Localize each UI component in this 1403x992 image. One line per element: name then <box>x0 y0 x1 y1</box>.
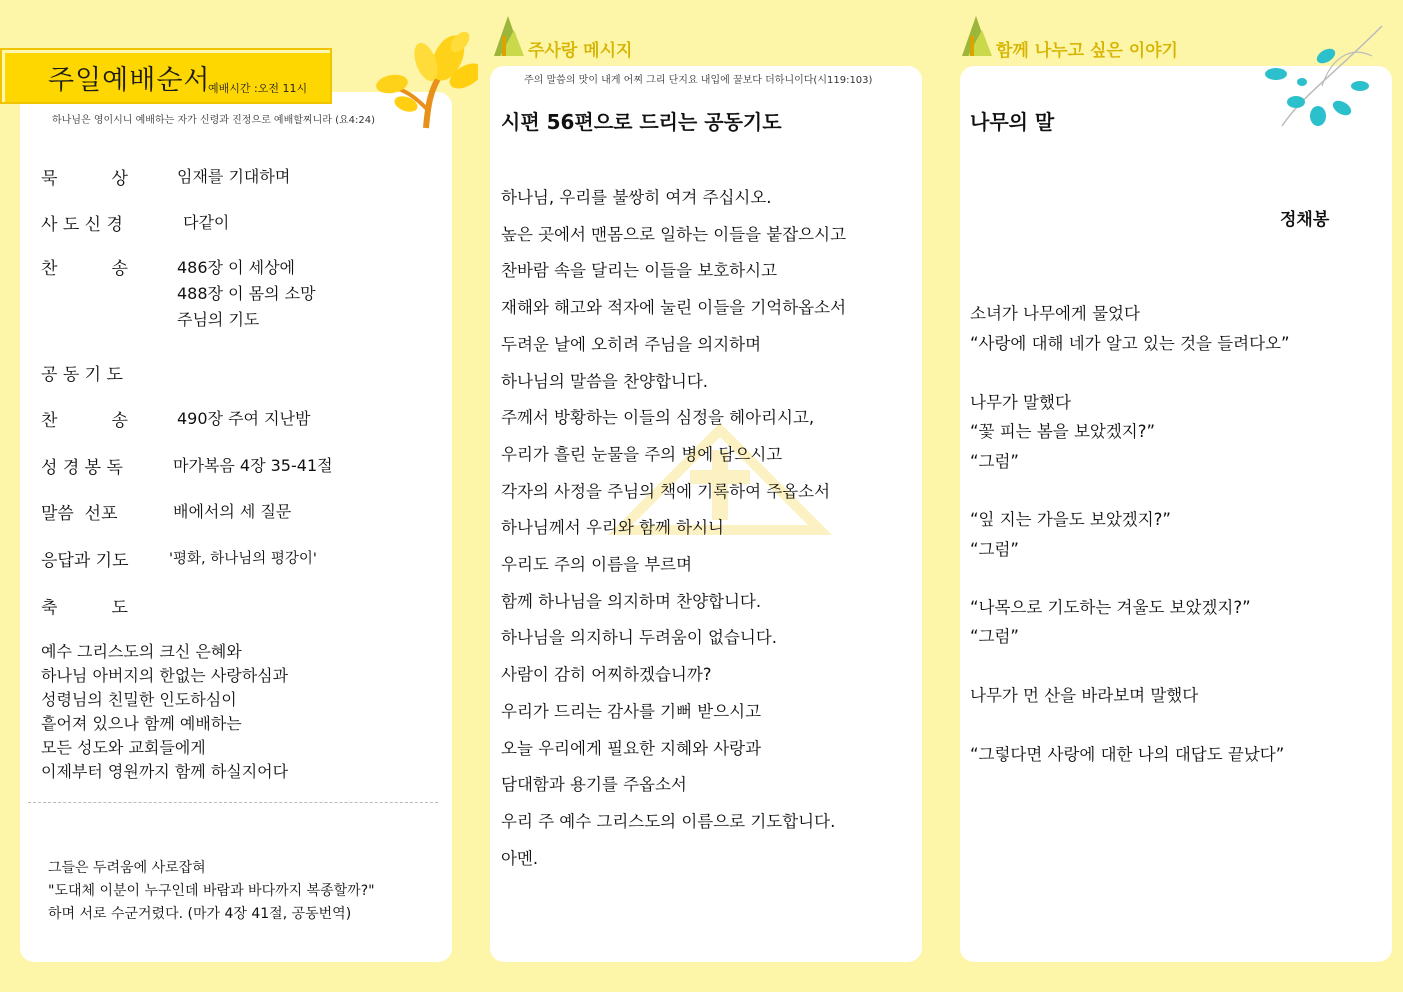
benediction-line: 하나님 아버지의 한없는 사랑하심과 <box>41 666 289 685</box>
divider <box>28 802 438 803</box>
page-title: 주일예배순서 <box>48 65 211 96</box>
order-value: 배에서의 세 질문 <box>173 502 292 521</box>
prayer-line: 우리가 드리는 감사를 기뻐 받으시고 <box>501 701 762 721</box>
prayer-text <box>501 180 846 877</box>
order-label: 응답과 기도 <box>41 551 129 571</box>
prayer-title: 시편 56편으로 드리는 공동기도 <box>501 110 782 134</box>
quote-line: 하며 서로 수군거렸다. (마가 4장 41절, 공동번역) <box>48 906 352 922</box>
prayer-line: 아멘. <box>501 848 539 868</box>
poem-title: 나무의 말 <box>970 110 1055 134</box>
prayer-line: 함께 하나님을 의지하며 찬양합니다. <box>501 591 762 611</box>
benediction-line: 예수 그리스도의 크신 은혜와 <box>41 642 242 661</box>
order-value: 488장 이 몸의 소망 <box>177 284 316 303</box>
order-label: 말씀 선포 <box>41 504 118 524</box>
message-verse: 주의 말씀의 맛이 내게 어찌 그리 단지요 내입에 꿀보다 더하니이다(시119:103) <box>524 75 873 86</box>
prayer-line: 각자의 사정을 주님의 책에 기록하여 주옵소서 <box>501 481 831 501</box>
section-title-message: 주사랑 메시지 <box>528 41 633 61</box>
prayer-line: 하나님의 말씀을 찬양합니다. <box>501 371 709 391</box>
order-value: 다같이 <box>183 213 230 232</box>
order-value: '평화, 하나님의 평강이' <box>169 551 317 567</box>
yellow-tree-icon <box>368 30 478 130</box>
prayer-line: 우리가 흘린 눈물을 주의 병에 담으시고 <box>501 444 783 464</box>
poem-line: “꽃 피는 봄을 보았겠지?” <box>970 422 1156 441</box>
order-label: 사 도 신 경 <box>41 215 123 235</box>
prayer-line: 하나님께서 우리와 함께 하시니 <box>501 518 724 538</box>
prayer-line: 높은 곳에서 맨몸으로 일하는 이들을 붙잡으시고 <box>501 224 847 244</box>
order-value: 490장 주여 지난밤 <box>177 409 311 428</box>
poem-line: 나무가 말했다 <box>970 393 1071 412</box>
benediction-line: 모든 성도와 교회들에게 <box>41 738 206 757</box>
poem-line: 소녀가 나무에게 물었다 <box>970 304 1140 323</box>
poem-line: “사랑에 대해 네가 알고 있는 것을 들려다오” <box>970 334 1290 353</box>
leaf-arrow-icon <box>492 14 526 58</box>
quote-line: "도대체 이분이 누구인데 바람과 바다까지 복종할까?" <box>48 883 375 899</box>
order-label: 공 동 기 도 <box>41 365 123 385</box>
prayer-line: 주께서 방황하는 이들의 심정을 헤아리시고, <box>501 408 815 428</box>
order-label: 묵 상 <box>41 169 128 189</box>
poem-line: “나목으로 기도하는 겨울도 보았겠지?” <box>970 598 1251 617</box>
order-value: 마가복음 4장 35-41절 <box>173 456 333 475</box>
prayer-line: 사람이 감히 어찌하겠습니까? <box>501 665 712 685</box>
header-verse: 하나님은 영이시니 예배하는 자가 신령과 진정으로 예배할찌니라 (요4:24) <box>52 115 375 126</box>
poem-line: “잎 지는 가을도 보았겠지?” <box>970 510 1171 529</box>
order-value: 주님의 기도 <box>177 310 260 329</box>
teal-flower-icon <box>1262 16 1392 134</box>
quote-line: 그들은 두려움에 사로잡혀 <box>48 860 206 876</box>
order-value: 486장 이 세상에 <box>177 258 295 277</box>
order-label: 찬 송 <box>41 411 128 431</box>
scripture-quote <box>48 857 375 926</box>
prayer-line: 오늘 우리에게 필요한 지혜와 사랑과 <box>501 738 762 758</box>
poem-line: “그럼” <box>970 540 1019 559</box>
poem-line: “그럼” <box>970 627 1019 646</box>
order-label: 축 도 <box>41 598 128 618</box>
poem-line: 나무가 먼 산을 바라보며 말했다 <box>970 686 1199 705</box>
prayer-line: 두려운 날에 오히려 주님을 의지하며 <box>501 334 762 354</box>
benediction-line: 흩어져 있으나 함께 예배하는 <box>41 714 242 733</box>
order-label: 성 경 봉 독 <box>41 458 123 478</box>
order-value: 임재를 기대하며 <box>177 167 291 186</box>
benediction-line: 이제부터 영원까지 함께 하실지어다 <box>41 762 289 781</box>
order-label: 찬 송 <box>41 259 128 279</box>
poem-line: “그렇다면 사랑에 대한 나의 대답도 끝났다” <box>970 745 1285 764</box>
leaf-arrow-icon <box>960 14 994 58</box>
service-time: 예배시간 :오전 11시 <box>208 82 308 95</box>
poem-line: “그럼” <box>970 452 1019 471</box>
prayer-line: 담대함과 용기를 주옵소서 <box>501 775 687 795</box>
benediction <box>41 640 288 784</box>
prayer-line: 우리 주 예수 그리스도의 이름으로 기도합니다. <box>501 811 836 831</box>
prayer-line: 찬바람 속을 달리는 이들을 보호하시고 <box>501 261 778 281</box>
prayer-line: 우리도 주의 이름을 부르며 <box>501 555 693 575</box>
section-title-story: 함께 나누고 싶은 이야기 <box>996 41 1178 61</box>
benediction-line: 성령님의 친밀한 인도하심이 <box>41 690 237 709</box>
poem-author: 정채봉 <box>1280 210 1330 230</box>
prayer-line: 하나님을 의지하니 두려움이 없습니다. <box>501 628 778 648</box>
prayer-line: 하나님, 우리를 불쌍히 여겨 주십시오. <box>501 188 772 207</box>
prayer-line: 재해와 해고와 적자에 눌린 이들을 기억하옵소서 <box>501 298 847 318</box>
